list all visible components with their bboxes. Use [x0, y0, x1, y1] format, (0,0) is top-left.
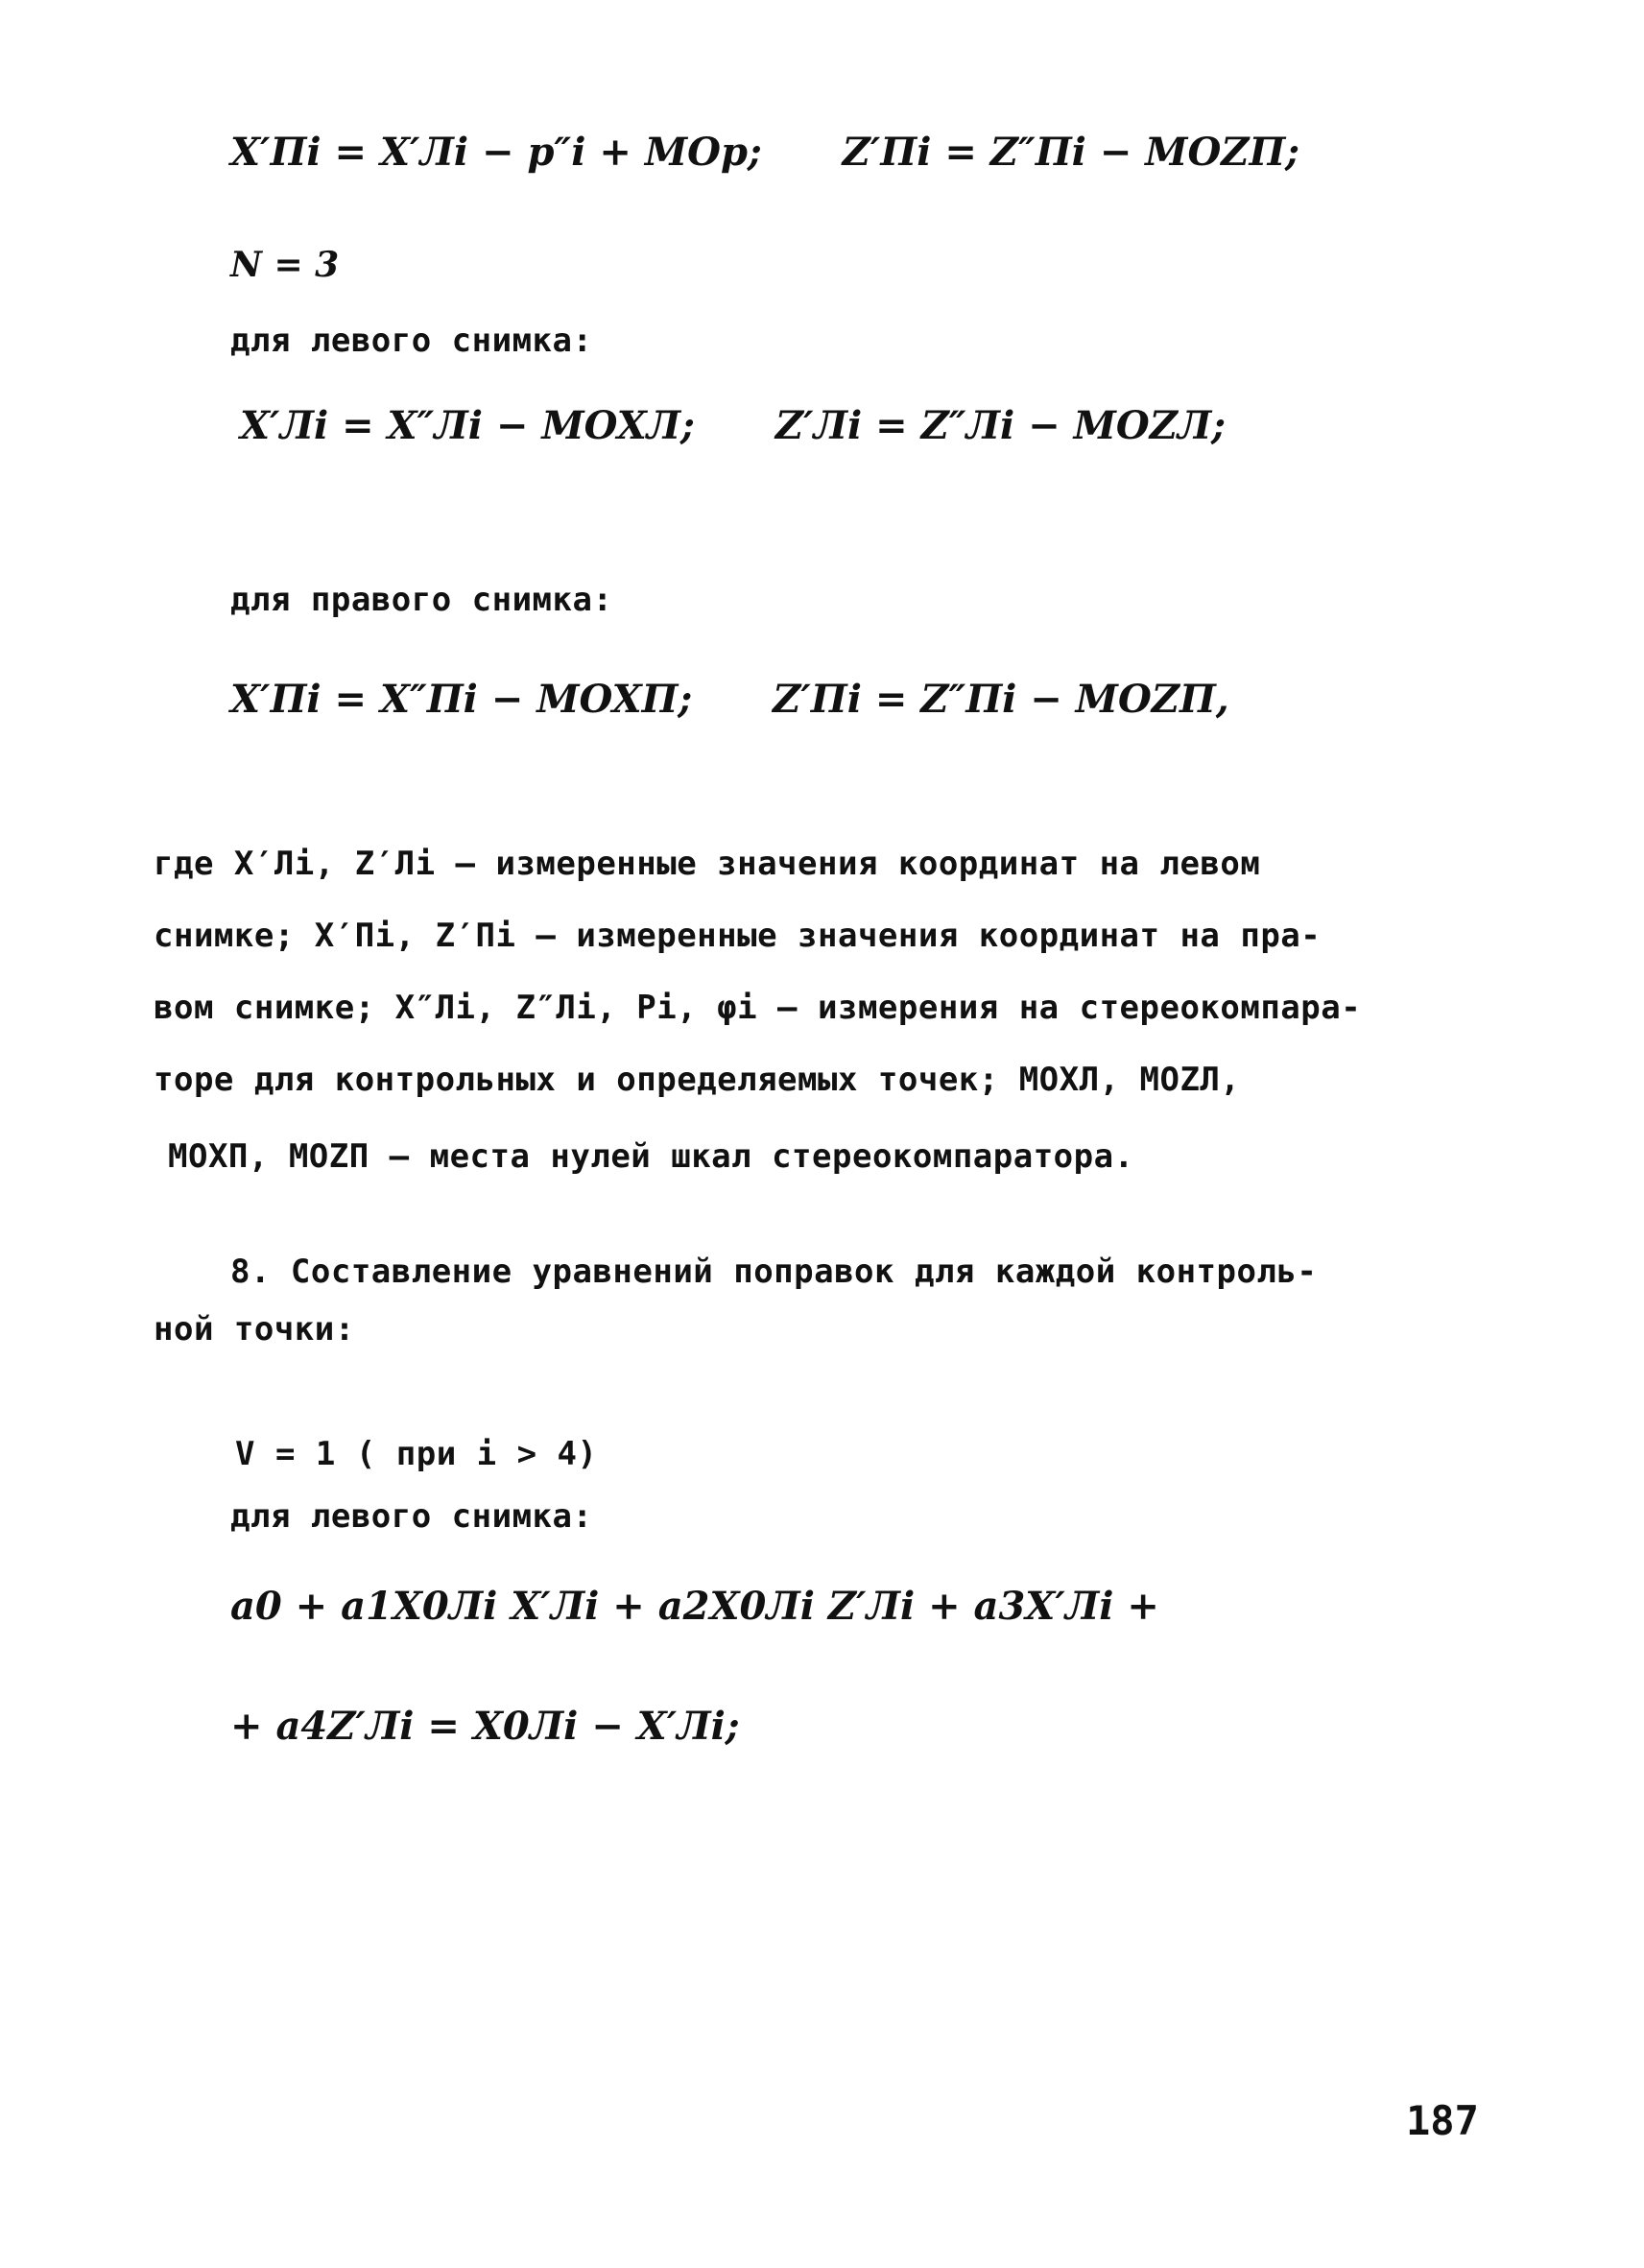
where-line-5: MOXП, MOZП – места нулей шкал стереокомпаратора.	[168, 1137, 1134, 1176]
n-equation: N = 3	[230, 245, 340, 285]
equation-3b: Z′Пi = Z″Пi − MOZП,	[773, 677, 1229, 722]
equation-1a: X′Пi = X′Лi − p″i + MOp;	[230, 130, 762, 175]
equation-5: + a4Z′Лi = X0Лi − X′Лi;	[230, 1704, 740, 1749]
equation-2a: X′Лi = X″Лi − MOXЛ;	[240, 403, 695, 448]
where-line-4: торе для контрольных и определяемых точек; MOXЛ, MOZЛ,	[154, 1061, 1241, 1099]
equation-3	[230, 677, 1229, 722]
equation-1b: Z′Пi = Z″Пi − MOZП;	[842, 130, 1300, 175]
section-8-line-1: 8. Составление уравнений поправок для каждой контроль-	[230, 1253, 1318, 1291]
right-image-label: для правого снимка:	[230, 581, 613, 619]
equation-1	[230, 130, 1299, 175]
equation-2b: Z′Лi = Z″Лi − MOZЛ;	[774, 403, 1227, 448]
section-8-line-2: ной точки:	[154, 1310, 355, 1349]
left-image-label-2: для левого снимка:	[230, 1497, 593, 1536]
equation-3a: X′Пi = X″Пi − MOXП;	[230, 677, 693, 722]
where-line-2: снимке; X′Пi, Z′Пi – измеренные значения координат на пра-	[154, 917, 1322, 955]
left-image-label-1: для левого снимка:	[230, 322, 593, 360]
v-equation: V = 1 ( при i > 4)	[235, 1435, 598, 1473]
page-number: 187	[1406, 2097, 1479, 2144]
where-line-1: где X′Лi, Z′Лi – измеренные значения координат на левом	[154, 845, 1261, 883]
equation-4: a0 + a1X0Лi X′Лi + a2X0Лi Z′Лi + a3X′Лi +	[230, 1584, 1159, 1629]
equation-2	[240, 403, 1226, 448]
where-line-3: вом снимке; X″Лi, Z″Лi, Pi, φi – измерения на стереокомпара-	[154, 989, 1362, 1027]
